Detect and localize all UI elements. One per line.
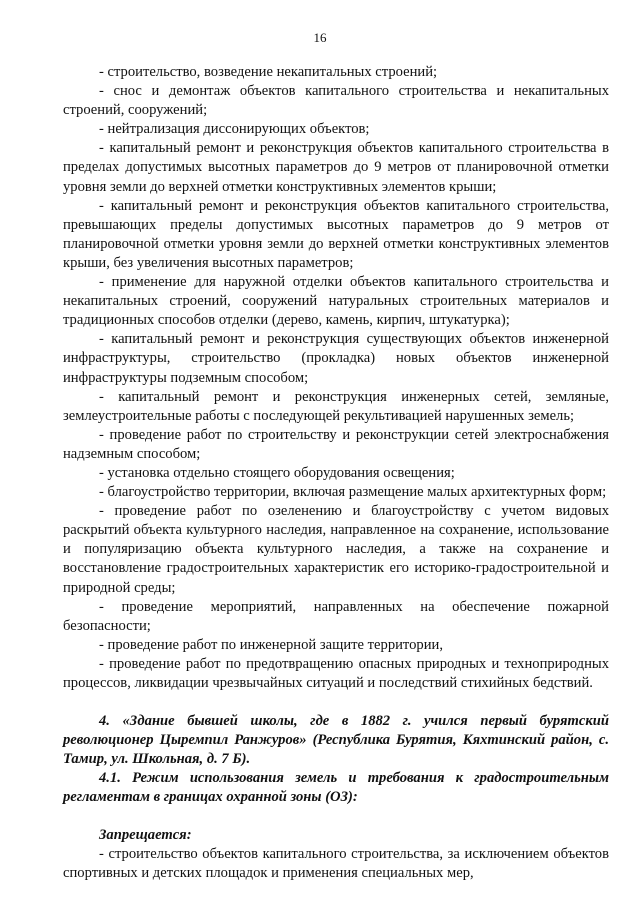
list-item: - капитальный ремонт и реконструкция существующих объектов инженерной инфраструктуры, строительство (прокладка) новых объектов инженерной инфраструктуры подземным способом; xyxy=(63,331,609,386)
list-item: - проведение работ по озеленению и благоустройству с учетом видовых раскрытий объекта культурного наследия, направленное на сохранение, использование и популяризацию объекта культурного наследия, а также на сохранение и восстановление градостроительных характеристик его историко-градостроительной и природной среды; xyxy=(63,503,609,596)
list-item: - капитальный ремонт и реконструкция объектов капитального строительства в пределах допустимых высотных параметров до 9 метров от планировочной отметки уровня земли до верхней отметки конструктивных элементов крыши; xyxy=(63,140,609,195)
subsection-heading: 4.1. Режим использования земель и требования к градостроительным регламентам в границах охранной зоны (ОЗ): xyxy=(63,770,609,806)
list-item: - проведение работ по инженерной защите территории, xyxy=(99,636,443,653)
list-item: - строительство, возведение некапитальных строений; xyxy=(99,64,438,80)
prohibited-label: Запрещается: xyxy=(99,826,192,843)
section-heading: 4. «Здание бывшей школы, где в 1882 г. учился первый бурятский революционер Цыремпил Ранжуров» (Республика Бурятия, Кяхтинский район, с. Тамир, ул. Школьная, д. 7 Б). xyxy=(63,713,609,768)
list-item: - проведение работ по строительству и реконструкции сетей электроснабжения надземным способом; xyxy=(63,426,609,462)
list-item: - строительство объектов капитального строительства, за исключением объектов спортивных и детских площадок и применения специальных мер, xyxy=(63,845,609,881)
page-bottom-clip xyxy=(63,845,609,883)
list-item: - проведение работ по предотвращению опасных природных и технoприродных процессов, ликвидации чрезвычайных ситуаций и последствий стихийных бедствий. xyxy=(63,655,609,691)
list-item: - нейтрализация диссонирующих объектов; xyxy=(99,121,370,138)
spacer xyxy=(63,693,609,712)
document-body xyxy=(63,63,609,883)
spacer xyxy=(63,808,609,826)
list-item: - снос и демонтаж объектов капитального строительства и некапитальных строений, сооружений; xyxy=(63,83,609,119)
page-number: 16 xyxy=(313,30,327,45)
list-item: - капитальный ремонт и реконструкция инженерных сетей, земляные, землеустроительные работы с последующей рекультивацией нарушенных земель; xyxy=(63,388,609,424)
list-item: - установка отдельно стоящего оборудования освещения; xyxy=(99,464,455,481)
list-item: - капитальный ремонт и реконструкция объектов капитального строительства, превышающих пределы допустимых высотных параметров до 9 метров от планировочной отметки уровня земли до верхней отметки конструктивных элементов крыши, без увеличения высотных параметров; xyxy=(63,197,609,271)
list-item: - благоустройство территории, включая размещение малых архитектурных форм; xyxy=(99,484,607,501)
list-item: - проведение мероприятий, направленных на обеспечение пожарной безопасности; xyxy=(63,598,609,634)
list-item: - применение для наружной отделки объектов капитального строительства и некапитальных строений, сооружений натуральных строительных материалов и традиционных способов отделки (дерево, камень, кирпич, штукатурка); xyxy=(63,274,609,329)
